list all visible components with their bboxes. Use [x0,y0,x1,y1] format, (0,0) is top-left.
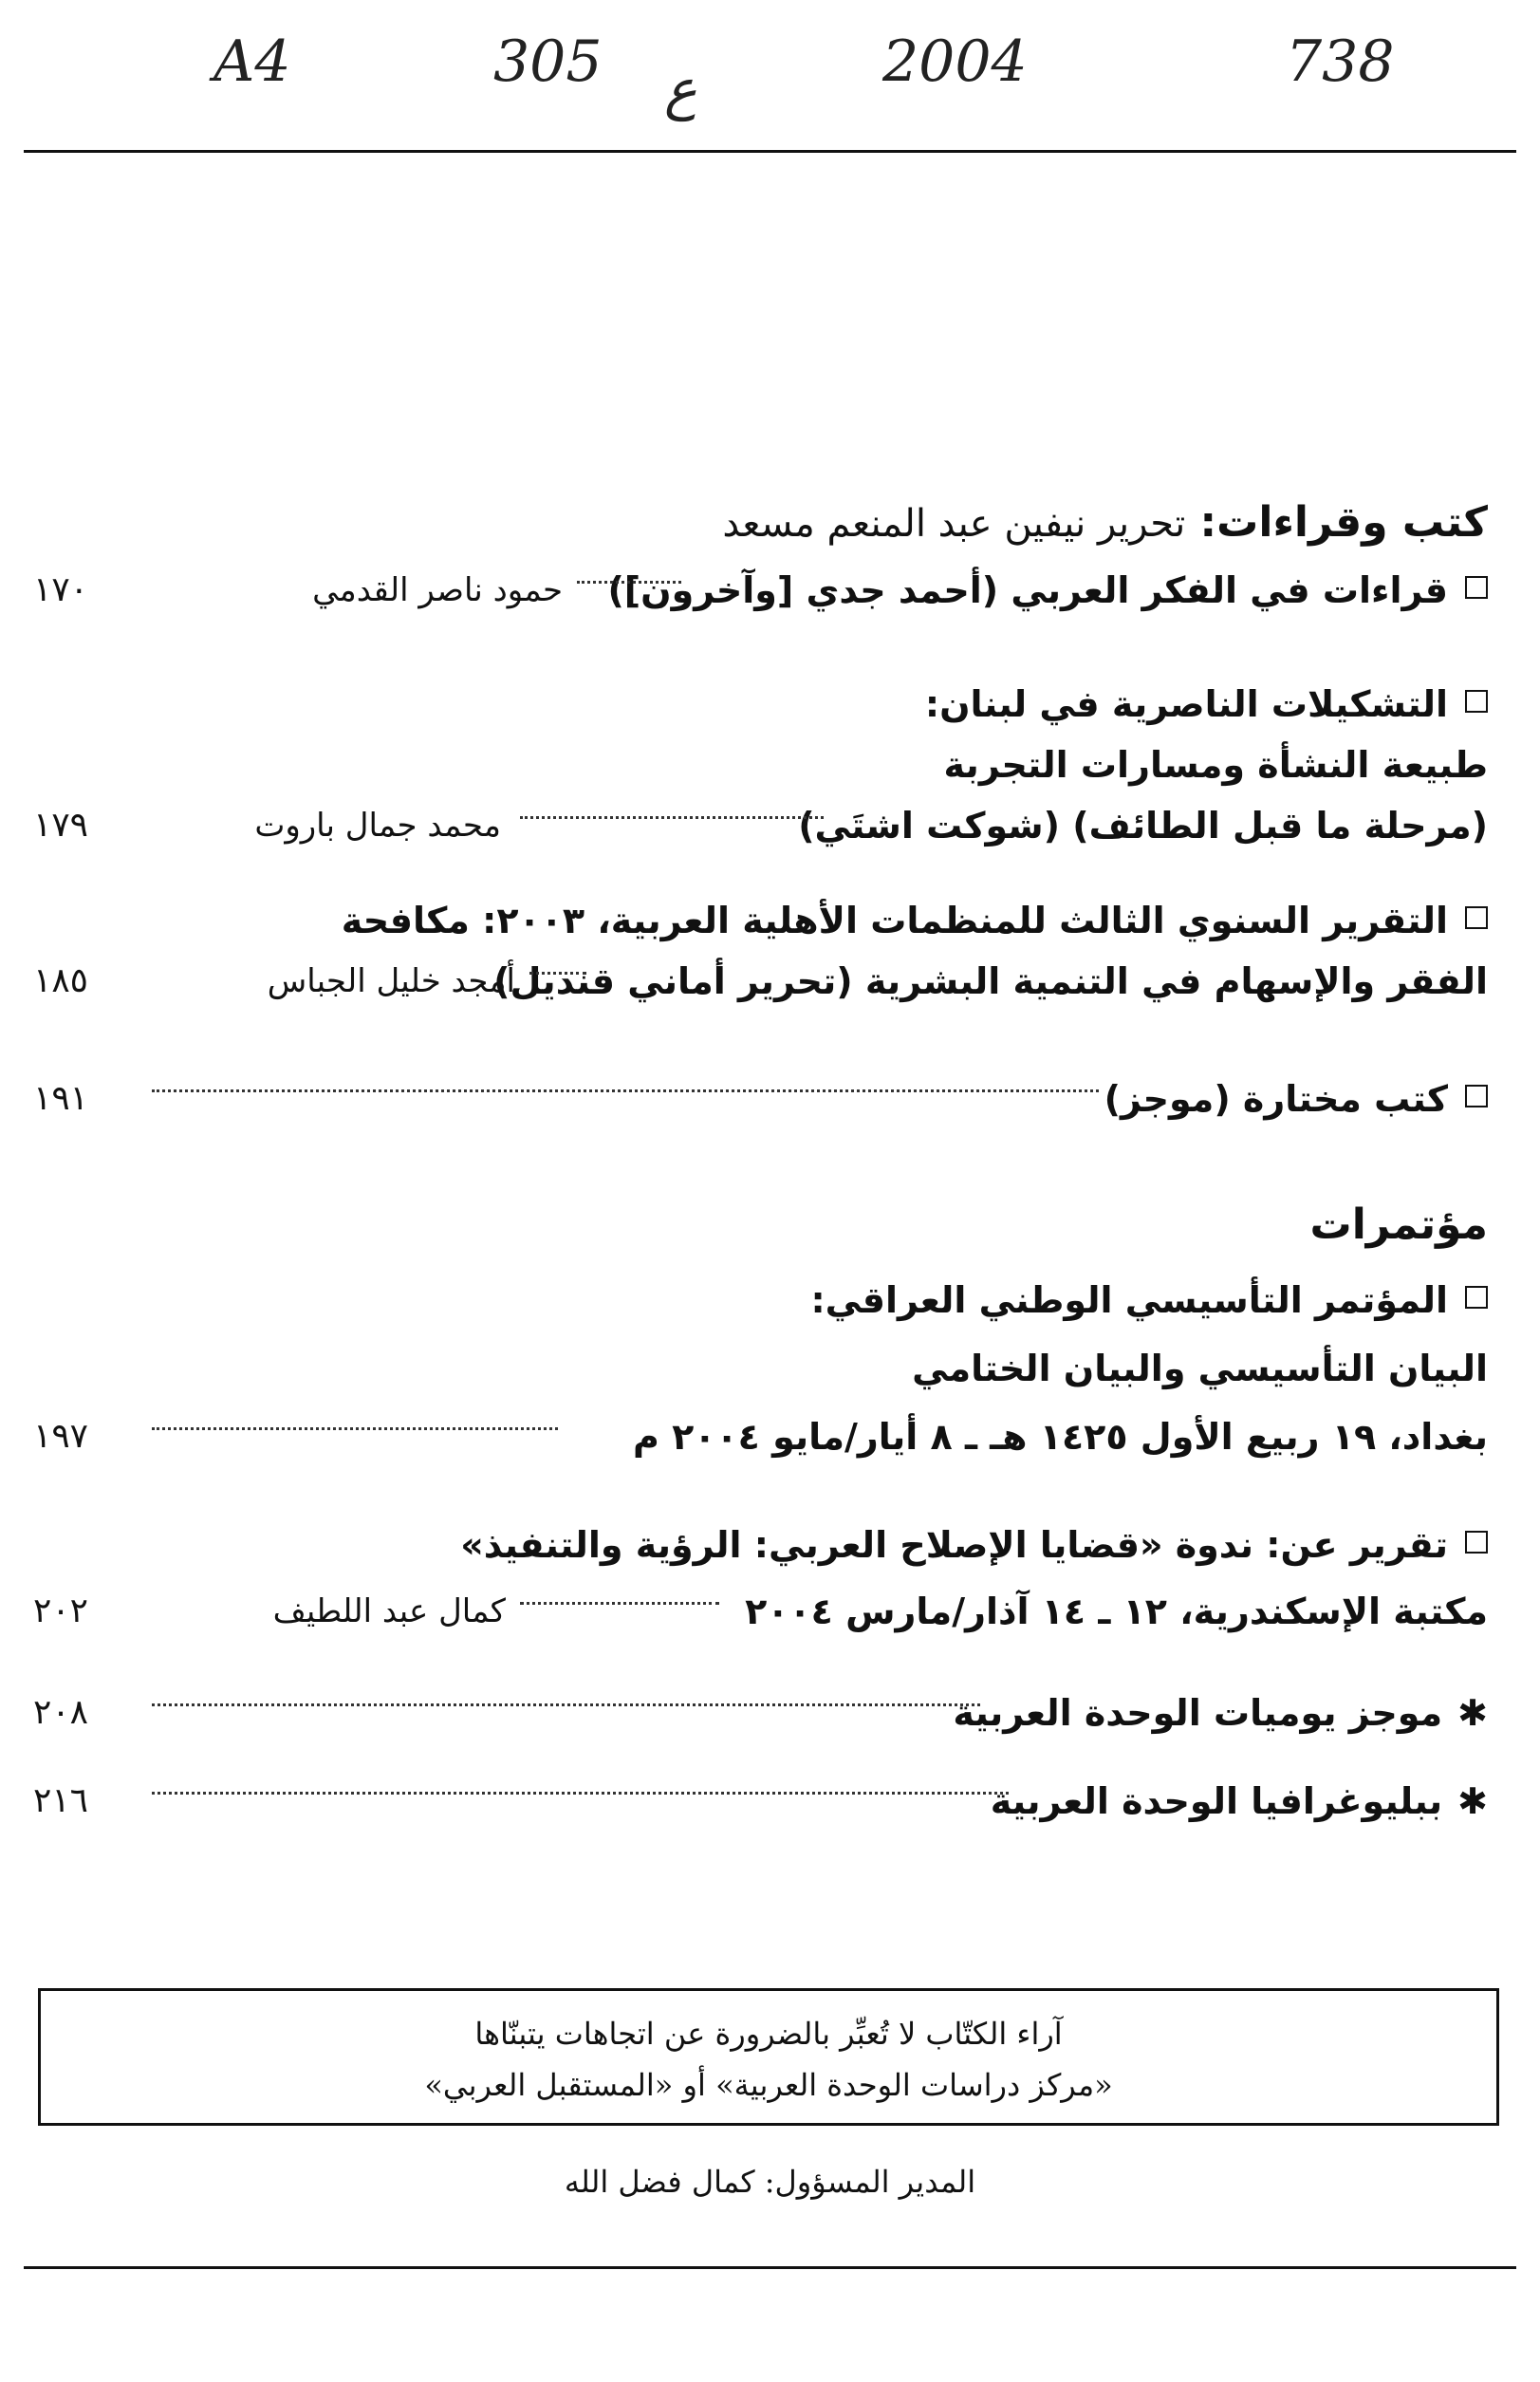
entry-title-line: طبيعة النشأة ومسارات التجربة [943,744,1488,786]
entry-title: موجز يوميات الوحدة العربية [953,1692,1443,1734]
section-title-conferences: مؤتمرات [1309,1200,1488,1249]
checkbox-icon [1465,906,1488,929]
dot-leader [520,816,824,819]
entry-title: ببليوغرافيا الوحدة العربية [990,1780,1443,1822]
entry-page: ٢٠٢ [33,1591,89,1630]
entry-title-line: البيان التأسيسي والبيان الختامي [912,1348,1488,1389]
entry-title: قراءات في الفكر العربي (أحمد جدي [وآخرون]) [607,569,1448,611]
managing-director: المدير المسؤول: كمال فضل الله [564,2164,976,2200]
entry-title-line: بغداد، ١٩ ربيع الأول ١٤٢٥ هـ ـ ٨ أيار/مايو ٢٠٠٤ م [632,1416,1488,1458]
checkbox-icon [1465,1085,1488,1107]
entry-author: محمد جمال باروت [254,807,501,845]
entry-page: ١٧٠ [33,570,89,609]
toc-entry-iraqi-conference[interactable] [24,1272,1488,1469]
handwritten-mark-ain: ع [664,57,697,121]
toc-entry-nasserite[interactable] [24,676,1488,858]
entry-title: المؤتمر التأسيسي الوطني العراقي: [810,1279,1448,1321]
checkbox-icon [1465,1531,1488,1554]
dot-leader [152,1792,1009,1795]
entry-title: كتب مختارة (موجز) [1104,1078,1448,1120]
toc-entry-bibliography[interactable] [24,1773,1488,1833]
entry-title: التقرير السنوي الثالث للمنظمات الأهلية العربية، ٢٠٠٣: مكافحة [341,900,1448,941]
checkbox-icon [1465,576,1488,599]
entry-page: ١٧٩ [33,806,89,845]
handwritten-mark-2004: 2004 [882,28,1028,95]
entry-page: ١٨٥ [33,961,89,1000]
toc-entry-readings[interactable] [24,562,1488,623]
section-editor: تحرير نيفين عبد المنعم مسعد [722,502,1186,546]
handwritten-mark-a4: A4 [213,28,291,95]
section-heading-conferences [1309,1200,1488,1249]
dot-leader [152,1703,980,1706]
checkbox-icon [1465,1286,1488,1309]
toc-entry-annual-report[interactable] [24,892,1488,1014]
checkbox-icon [1465,690,1488,713]
toc-entry-daily-chronicle[interactable] [24,1684,1488,1745]
section-title-books: كتب وقراءات: [1199,498,1488,547]
asterisk-icon: ✱ [1457,1692,1488,1734]
entry-page: ٢١٦ [33,1781,89,1820]
top-rule [24,150,1516,153]
toc-entry-selected-books[interactable] [24,1070,1488,1131]
entry-page: ١٩٧ [33,1417,89,1456]
dot-leader [152,1089,1099,1092]
entry-title: التشكيلات الناصرية في لبنان: [924,683,1448,725]
disclaimer-line-2: «مركز دراسات الوحدة العربية» أو «المستقبل العربي» [424,2067,1113,2103]
dot-leader [529,972,586,975]
handwritten-mark-738: 738 [1286,28,1395,95]
entry-author: حمود ناصر القدمي [312,571,563,609]
entry-title: تقرير عن: ندوة «قضايا الإصلاح العربي: الرؤية والتنفيذ» [460,1524,1448,1566]
disclaimer-box [38,1988,1499,2126]
entry-author: أمجد خليل الجباس [267,962,515,1000]
entry-page: ٢٠٨ [33,1693,89,1732]
dot-leader [152,1427,558,1430]
entry-title-line: (مرحلة ما قبل الطائف) (شوكت اشتَي) [798,805,1488,847]
dot-leader [520,1602,719,1605]
entry-title-line: مكتبة الإسكندرية، ١٢ ـ ١٤ آذار/مارس ٢٠٠٤ [745,1591,1488,1632]
dot-leader [577,581,681,584]
asterisk-icon: ✱ [1457,1780,1488,1822]
entry-author: كمال عبد اللطيف [272,1592,506,1630]
disclaimer-line-1: آراء الكتّاب لا تُعبِّر بالضرورة عن اتجاهات يتبنّاها [474,2016,1063,2052]
bottom-rule [24,2266,1516,2269]
handwritten-mark-305: 305 [493,28,603,95]
toc-entry-reform-seminar[interactable] [24,1517,1488,1644]
entry-title-line: الفقر والإسهام في التنمية البشرية (تحرير أماني قنديل) [493,960,1488,1002]
entry-page: ١٩١ [33,1079,89,1118]
section-heading-books [722,498,1488,547]
